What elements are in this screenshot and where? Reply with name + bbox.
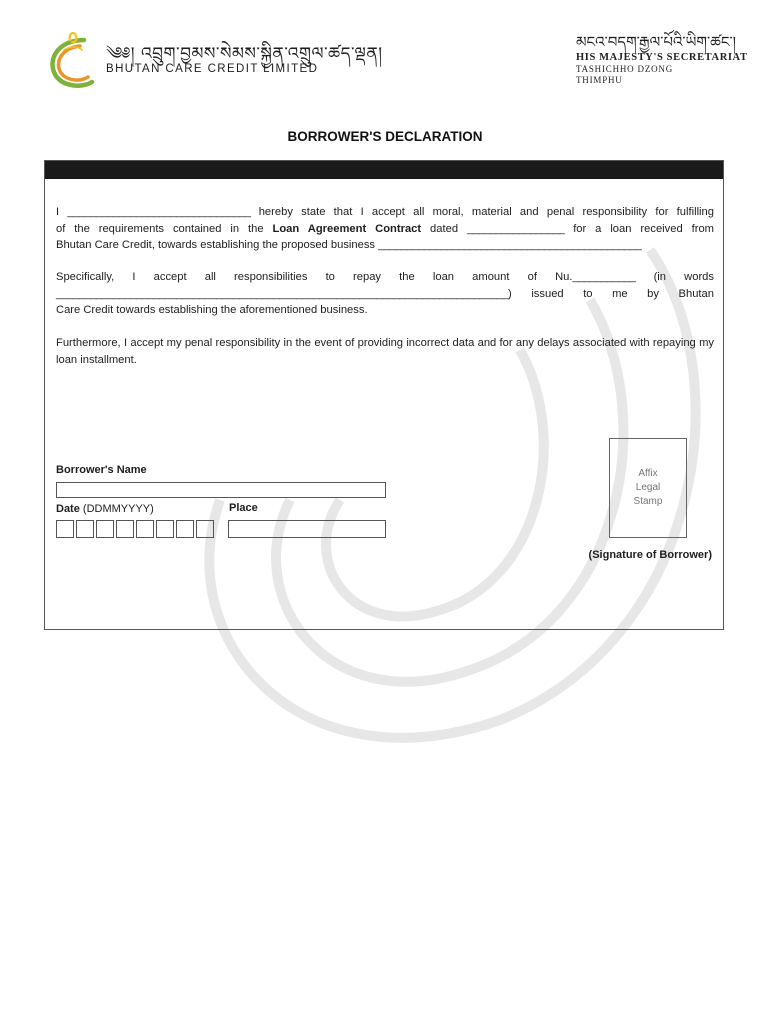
para1-text: of the requirements contained in the bbox=[56, 222, 273, 235]
declaration-paragraph-2 bbox=[56, 269, 714, 319]
dzongkha-org-name: ༄༅། འབྲུག་བྱམས་སེམས་སྐྱིན་འགྲུལ་ཚད་ལྡན། bbox=[106, 44, 383, 64]
para1-line3 bbox=[56, 237, 714, 254]
date-label bbox=[56, 503, 154, 515]
para2-text: Specifically, I accept all responsibilities to repay the loan amount of Nu. bbox=[56, 271, 573, 283]
para1-text: I bbox=[56, 206, 68, 218]
legal-stamp-box bbox=[609, 438, 687, 538]
secretariat-city: THIMPHU bbox=[576, 75, 623, 85]
borrower-name-field[interactable] bbox=[56, 482, 386, 498]
borrower-name-label-text: Borrower's Name bbox=[56, 464, 147, 476]
date-format-hint: (DDMMYYYY) bbox=[79, 503, 154, 515]
org-name: BHUTAN CARE CREDIT LIMITED bbox=[106, 63, 319, 75]
para2-line3: Care Credit towards establishing the aforementioned business. bbox=[56, 304, 368, 316]
para2-text: (in words bbox=[635, 271, 714, 283]
declaration-paragraph-3: Furthermore, I accept my penal responsibility in the event of providing incorrect data and for any delays associated with repaying my loan installment. bbox=[56, 337, 714, 366]
secretariat-location: TASHICHHO DZONG bbox=[576, 64, 674, 74]
secretariat-title: HIS MAJESTY'S SECRETARIAT bbox=[576, 52, 748, 63]
para2-text: ) issued to me by Bhutan bbox=[508, 287, 714, 300]
stamp-instructions bbox=[610, 467, 686, 509]
bcc-swirl-logo-icon bbox=[44, 30, 104, 88]
date-blank: _________________ bbox=[466, 222, 565, 235]
name-blank: ________________________________ bbox=[67, 206, 251, 218]
bcc-logo bbox=[44, 30, 383, 90]
stamp-text-line: Stamp bbox=[633, 496, 663, 507]
para2-line1 bbox=[56, 269, 714, 286]
place-label-text: Place bbox=[229, 502, 258, 514]
para1-text: hereby state that I accept all moral, material and penal responsibility for fulfilling bbox=[250, 206, 714, 218]
para1-line1 bbox=[56, 204, 714, 221]
form-header-bar bbox=[45, 161, 723, 179]
para1-line2 bbox=[56, 221, 714, 238]
date-digit-box[interactable] bbox=[96, 520, 114, 538]
declaration-form bbox=[44, 160, 724, 630]
stamp-text-line: Affix bbox=[638, 468, 658, 479]
loan-contract-term: Loan Agreement Contract bbox=[272, 222, 422, 235]
date-digit-box[interactable] bbox=[76, 520, 94, 538]
signature-label: (Signature of Borrower) bbox=[588, 549, 712, 561]
date-digit-box[interactable] bbox=[56, 520, 74, 538]
borrower-name-label bbox=[56, 464, 147, 476]
date-digit-box[interactable] bbox=[136, 520, 154, 538]
secretariat-header bbox=[576, 32, 746, 86]
place-label bbox=[229, 502, 258, 514]
para1-text: Bhutan Care Credit, towards establishing the proposed business bbox=[56, 239, 379, 251]
amount-blank: ___________ bbox=[572, 271, 636, 283]
para2-line2 bbox=[56, 286, 714, 303]
page-title: BORROWER'S DECLARATION bbox=[287, 129, 483, 144]
date-digit-box[interactable] bbox=[176, 520, 194, 538]
place-field[interactable] bbox=[228, 520, 386, 538]
dzongkha-secretariat: མངའ་བདག་རྒྱལ་པོའི་ཡིག་ཚང་། bbox=[576, 33, 736, 51]
date-label-text: Date bbox=[56, 503, 80, 515]
para1-text: dated bbox=[421, 222, 467, 235]
date-digit-box[interactable] bbox=[156, 520, 174, 538]
stamp-text-line: Legal bbox=[635, 482, 661, 493]
date-digit-box[interactable] bbox=[196, 520, 214, 538]
amount-words-blank: _______________________________________________________________________________ bbox=[56, 287, 509, 300]
para1-text: for a loan received from bbox=[564, 222, 714, 235]
date-digit-box[interactable] bbox=[116, 520, 134, 538]
declaration-paragraph-1 bbox=[56, 204, 714, 254]
business-blank: ______________________________________________ bbox=[378, 239, 642, 251]
